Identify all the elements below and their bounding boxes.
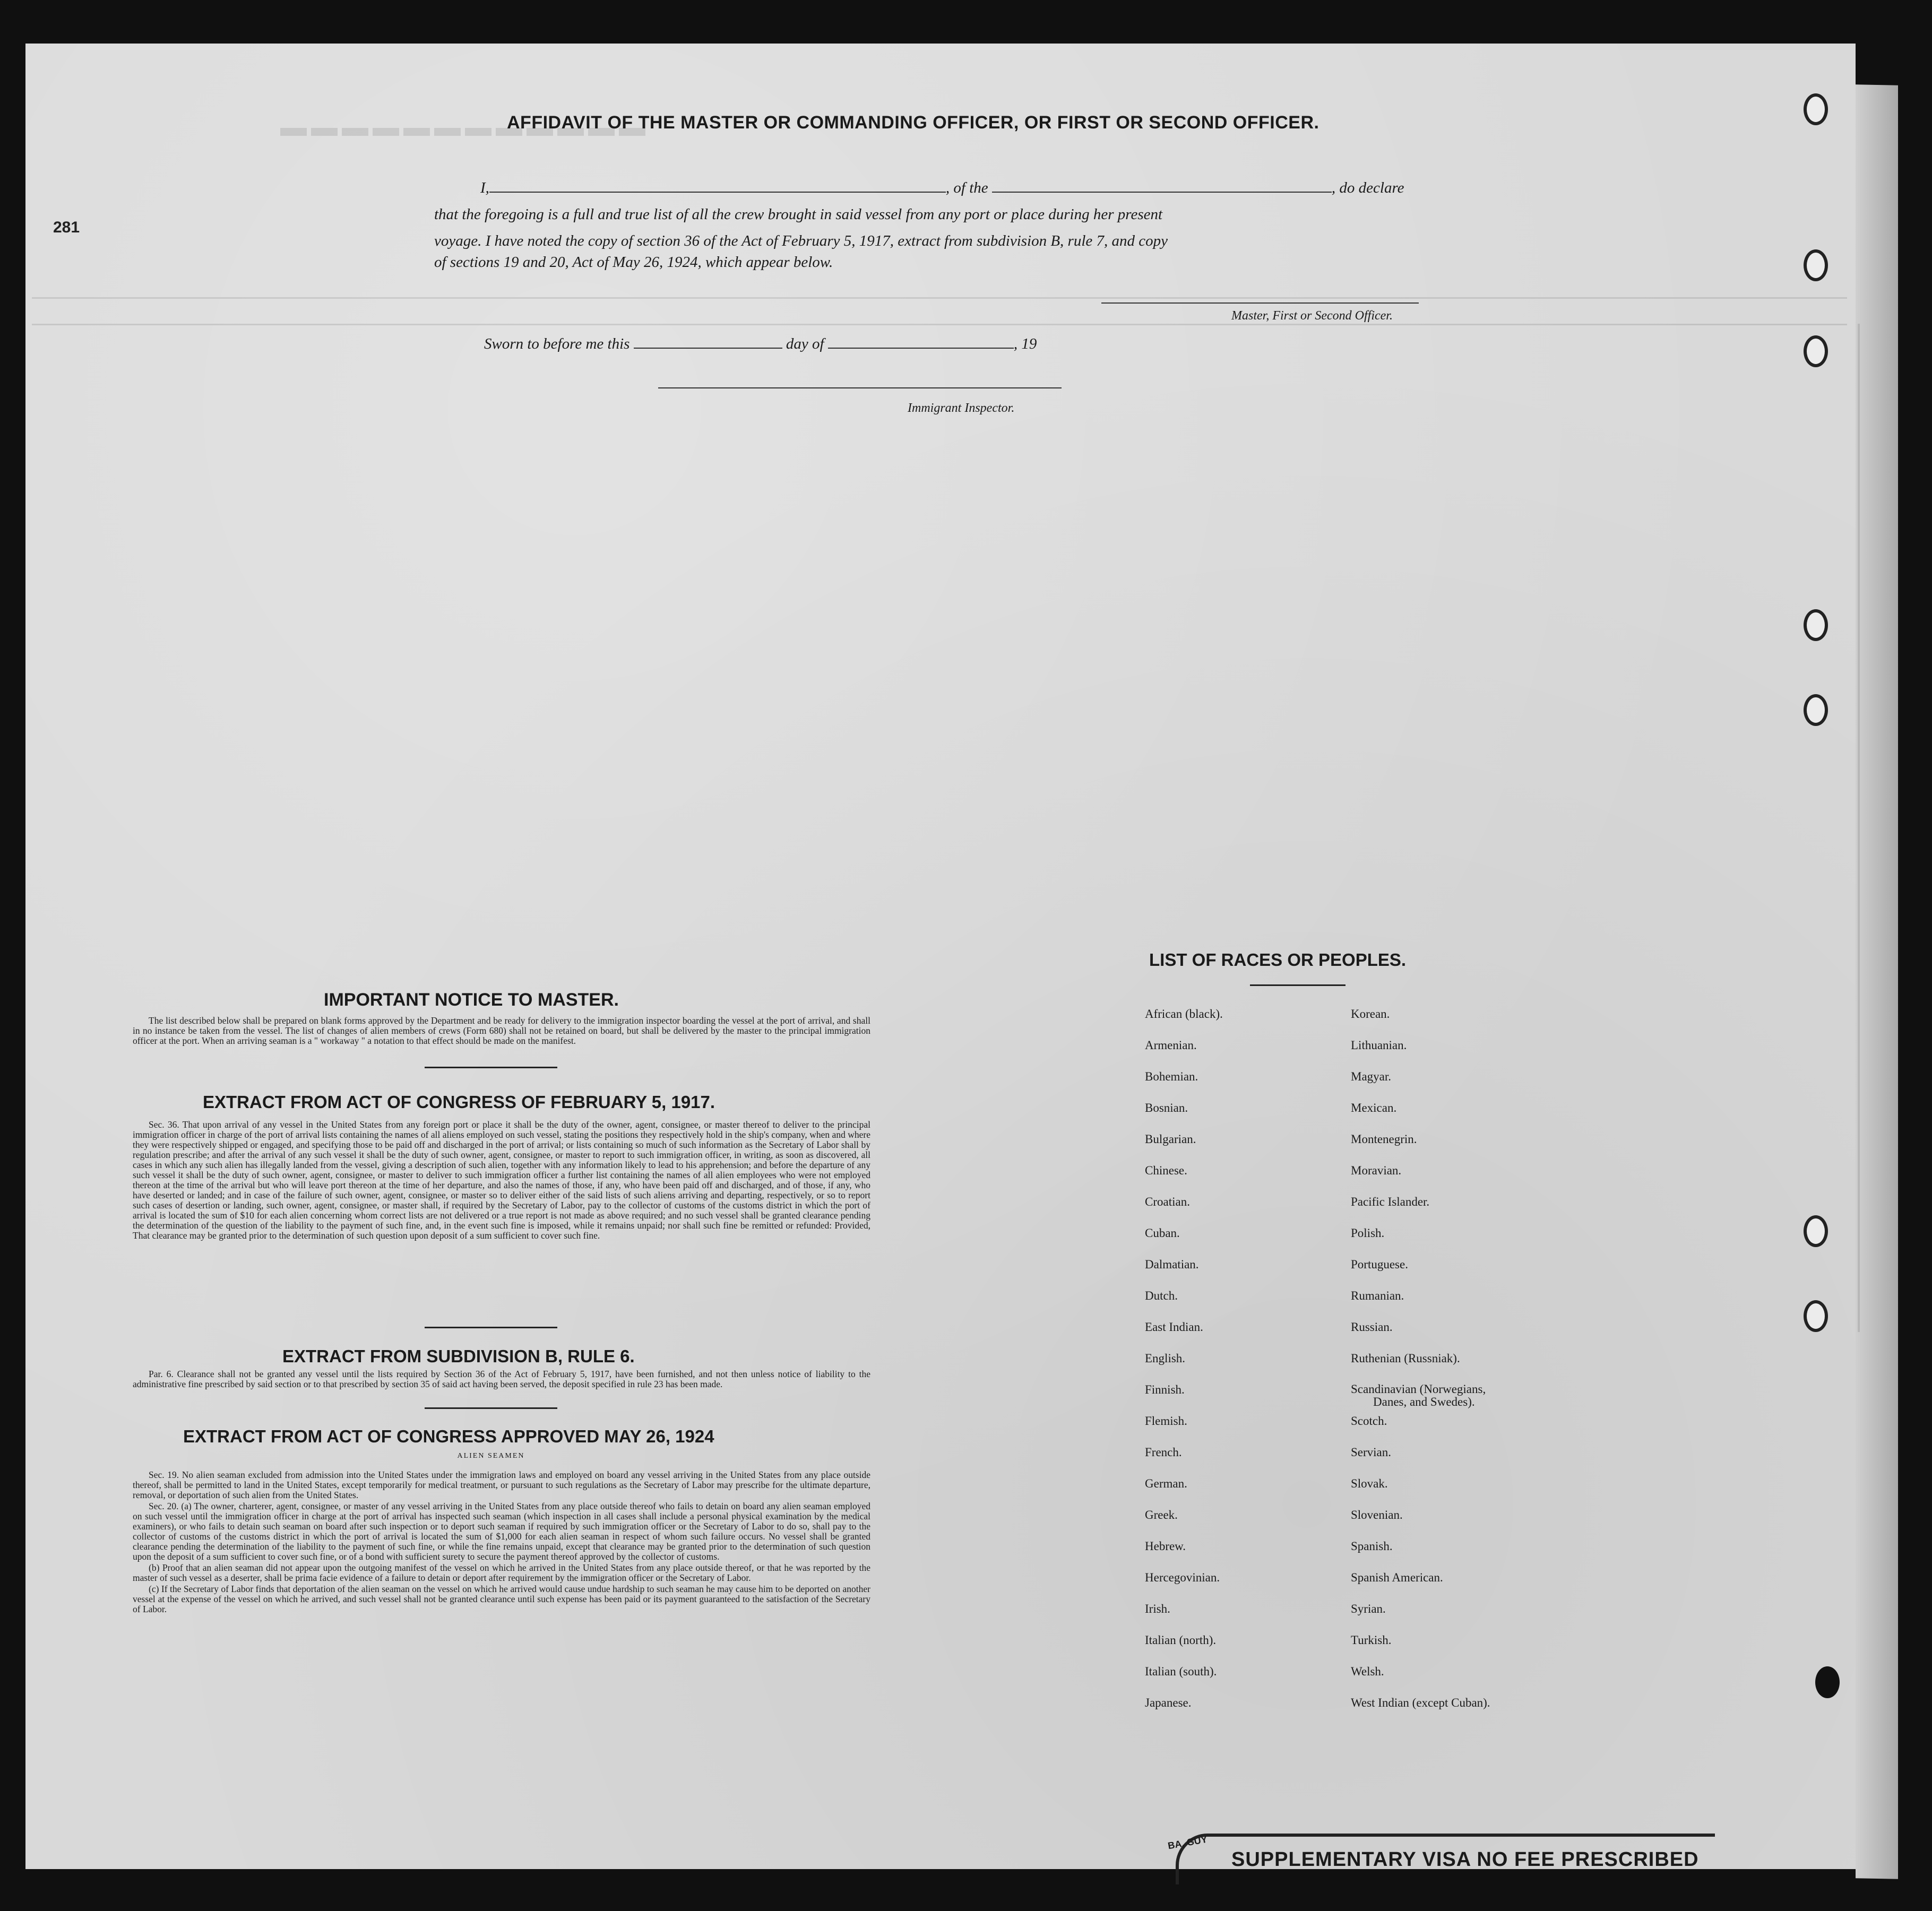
race-item: German. [1145, 1477, 1187, 1490]
race-item-line: Scandinavian (Norwegians, [1351, 1382, 1486, 1396]
race-item: Hercegovinian. [1145, 1571, 1220, 1584]
race-item: Finnish. [1145, 1383, 1185, 1396]
race-item: Italian (north). [1145, 1633, 1217, 1647]
races-column-2 [1351, 1007, 1490, 1727]
extract-1924-title: EXTRACT FROM ACT OF CONGRESS APPROVED MAY 26, 1924 [183, 1426, 714, 1446]
sworn-month-blank [828, 348, 1014, 349]
notice-paragraph: The list described below shall be prepared on blank forms approved by the Department and be ready for delivery to the immigration inspector boarding the vessel at the port of arrival, and shall in no instance be taken from the vessel. The list of changes of alien members of crews (Form 680) shall not be retained on board, but shall be delivered by the master to the principal immigration officer at the port. When an arriving seaman is a " workaway " a notation to that effect should be made on the manifest. [133, 1015, 870, 1046]
bleed-through-line [32, 324, 1847, 325]
sec20b-paragraph: (b) Proof that an alien seaman did not appear upon the outgoing manifest of the vessel on which he arrived in the United States from any place outside thereof, or that he was reported by the master of such vessel as a deserter, shall be prima facie evidence of a failure to detain or deport after requirement by the immigration officer or the Secretary of Labor. [133, 1562, 870, 1583]
affidavit-i-label: I, [480, 179, 489, 196]
bleed-through-heading: ▬▬▬▬▬▬▬▬▬▬▬▬ [276, 112, 645, 142]
year-label: , 19 [1013, 335, 1037, 352]
rule6-title: EXTRACT FROM SUBDIVISION B, RULE 6. [282, 1346, 635, 1366]
race-item: Armenian. [1145, 1039, 1197, 1052]
punch-hole [1804, 249, 1828, 281]
notice-text [133, 1016, 870, 1047]
race-item: French. [1145, 1446, 1182, 1459]
race-item: Scotch. [1351, 1414, 1387, 1428]
race-item: East Indian. [1145, 1320, 1203, 1334]
bleed-through-line [32, 297, 1847, 299]
vessel-blank [992, 192, 1332, 193]
master-signature-label: Master, First or Second Officer. [1231, 309, 1393, 323]
races-column-1 [1145, 1007, 1223, 1727]
affidavit-of-the-label: , of the [945, 179, 988, 196]
notice-title: IMPORTANT NOTICE TO MASTER. [324, 990, 619, 1010]
race-item: Turkish. [1351, 1633, 1392, 1647]
race-item: Russian. [1351, 1320, 1393, 1334]
race-item: Spanish. [1351, 1540, 1393, 1553]
extract-1917-text [133, 1120, 870, 1242]
race-item: Bosnian. [1145, 1101, 1188, 1114]
section-rule [425, 1407, 557, 1409]
race-item: Slovenian. [1351, 1508, 1403, 1521]
race-item: Spanish American. [1351, 1571, 1443, 1584]
race-item: Italian (south). [1145, 1665, 1217, 1678]
affidavit-line-3: voyage. I have noted the copy of section 36 of the Act of February 5, 1917, extract from subdivision B, rule 7, and copy [434, 232, 1168, 249]
race-item: Montenegrin. [1351, 1132, 1417, 1146]
race-item: Portuguese. [1351, 1258, 1408, 1271]
punch-hole [1804, 335, 1828, 367]
punch-hole [1804, 1300, 1828, 1332]
race-item: Chinese. [1145, 1164, 1187, 1177]
punch-hole [1804, 694, 1828, 726]
visa-stamp-text: SUPPLEMENTARY VISA NO FEE PRESCRIBED [1231, 1848, 1699, 1871]
section-rule [1250, 984, 1346, 986]
affidavit-line-4: of sections 19 and 20, Act of May 26, 1924, which appear below. [434, 254, 833, 271]
punch-hole [1815, 1666, 1840, 1698]
section-rule [425, 1327, 557, 1328]
race-item [1351, 1383, 1490, 1414]
margin-number: 281 [53, 219, 80, 236]
extract-1924-text [133, 1470, 870, 1615]
race-item: Croatian. [1145, 1195, 1190, 1208]
race-item: Bulgarian. [1145, 1132, 1196, 1146]
inspector-signature-label: Immigrant Inspector. [908, 401, 1015, 415]
extract-1917-title: EXTRACT FROM ACT OF CONGRESS OF FEBRUARY 5, 1917. [203, 1092, 715, 1112]
race-item: Korean. [1351, 1007, 1390, 1021]
race-item: Syrian. [1351, 1602, 1386, 1615]
punch-hole [1804, 93, 1828, 125]
race-item: Slovak. [1351, 1477, 1388, 1490]
race-item: Bohemian. [1145, 1070, 1198, 1083]
race-item: Moravian. [1351, 1164, 1402, 1177]
race-item: Pacific Islander. [1351, 1195, 1430, 1208]
sworn-day-blank [634, 348, 782, 349]
sec19-paragraph: Sec. 19. No alien seaman excluded from admission into the United States under the immigration laws and employed on board any vessel arriving in the United States from any place outside thereof, shall be permitted to land in the United States, except temporarily for medical treatment, or pursuant to such regulations as the Secretary of Labor may prescribe for the ultimate departure, removal, or deportation of such alien from the United States. [133, 1469, 870, 1500]
race-item: West Indian (except Cuban). [1351, 1696, 1490, 1709]
race-item: Japanese. [1145, 1696, 1192, 1709]
race-item: Flemish. [1145, 1414, 1187, 1428]
punch-hole [1804, 609, 1828, 641]
race-item: Lithuanian. [1351, 1039, 1407, 1052]
page-edge [1856, 84, 1898, 1879]
race-item: Greek. [1145, 1508, 1178, 1521]
rule6-text [133, 1369, 870, 1390]
race-item: Polish. [1351, 1226, 1385, 1240]
sworn-label: Sworn to before me this [484, 335, 630, 352]
sec20c-paragraph: (c) If the Secretary of Labor finds that deportation of the alien seaman on the vessel on which he arrived would cause undue hardship to such seaman he may cause him to be deported on another vessel at the expense of the vessel on which he arrived, and such vessel shall not be granted clearance until such expense has been paid or its payment guaranteed to the satisfaction of the Secretary of Labor. [133, 1584, 870, 1614]
alien-seamen-subtitle: ALIEN SEAMEN [457, 1452, 525, 1460]
bleed-through-line [1858, 324, 1860, 1332]
day-of-label: day of [786, 335, 824, 352]
race-item-continuation: Danes, and Swedes). [1373, 1395, 1475, 1408]
master-signature-line [1101, 302, 1419, 304]
race-item: English. [1145, 1352, 1186, 1365]
race-item: Servian. [1351, 1446, 1392, 1459]
sec20a-paragraph: Sec. 20. (a) The owner, charterer, agent, consignee, or master of any vessel arriving in the United States from any place outside thereof who fails to detain on board any alien seaman employed on such vessel until the immigration officer in charge at the port of arrival has inspected such seaman (which inspection in all cases shall include a personal physical examination by the medical examiners), or who fails to detain such seaman on board after such inspection or to deport such seaman if required by such immigration officer or the Secretary of Labor to do so, shall pay to the collector of customs of the customs district in which the port of arrival is located the sum of $1,000 for each alien seaman in respect of whom such failure occurs. No vessel shall be granted clearance pending the determination of the liability to the payment of such fine, or while the fine remains unpaid, except that clearance may be granted prior to the determination of such question upon the deposit of a sum sufficient to cover such fine, or of a bond with sufficient surety to secure the payment thereof approved by the collector of customs. [133, 1501, 870, 1562]
race-item: Welsh. [1351, 1665, 1384, 1678]
race-item: Ruthenian (Russniak). [1351, 1352, 1460, 1365]
races-title: LIST OF RACES OR PEOPLES. [1149, 950, 1407, 970]
affidavit-declaration-line [480, 179, 1404, 197]
race-item: Cuban. [1145, 1226, 1180, 1240]
race-item: Dutch. [1145, 1289, 1178, 1302]
race-item: Mexican. [1351, 1101, 1397, 1114]
race-item: Dalmatian. [1145, 1258, 1199, 1271]
race-item: Irish. [1145, 1602, 1170, 1615]
punch-hole [1804, 1215, 1828, 1247]
name-blank [489, 192, 946, 193]
sec36-paragraph: Sec. 36. That upon arrival of any vessel in the United States from any foreign port or place it shall be the duty of the owner, agent, consignee, or master thereof to deliver to the principal immigration officer in charge of the port of arrival lists containing the names of all aliens employed on such vessel, stating the positions they respectively hold in the ship's company, when and where they were respectively shipped or engaged, and specifying those to be paid off and discharged in the port of arrival; or lists containing so much of such information as the Secretary of Labor shall by regulation prescribe; and after the arrival of any such vessel it shall be the duty of such owner, agent, consignee, or master to report to such immigration officer, in writing, as soon as discovered, all cases in which any such alien has illegally landed from the vessel, giving a description of such alien, together with any information likely to lead to his apprehension; and before the departure of any such vessel it shall be the duty of such owner, agent, consignee, or master to deliver to such immigration officer a further list containing the names of all alien employees who were not employed thereon at the time of the arrival but who will leave port thereon at the time of her departure, and also the names of those, if any, who have been paid off and discharged, and of those, if any, who have deserted or landed; and in case of the failure of such owner, agent, consignee, or master so to deliver either of the said lists of such aliens arriving and departing, respectively, or so to report such cases of desertion or landing, such owner, agent, consignee, or master shall, if required by the Secretary of Labor, pay to the collector of customs of the customs district in which the port of arrival is located the sum of $10 for each alien concerning whom correct lists are not delivered or a true report is not made as above required; and no such vessel shall be granted clearance pending the determination of the question of the liability to the payment of such fine, and, in the event such fine is imposed, while it remains unpaid; nor shall such fine be remitted or refunded: Provided, That clearance may be granted prior to the determination of such question upon deposit of a sum sufficient to cover such fine. [133, 1119, 870, 1241]
race-item: African (black). [1145, 1007, 1223, 1021]
section-rule [425, 1067, 557, 1068]
sworn-line [484, 335, 1037, 353]
affidavit-declare-label: , do declare [1331, 179, 1404, 196]
race-item: Rumanian. [1351, 1289, 1404, 1302]
rule6-paragraph: Par. 6. Clearance shall not be granted any vessel until the lists required by Section 36 of the Act of February 5, 1917, have been furnished, and not then unless notice of liability to the administrative fine prescribed by said section or to that prescribed by section 35 of said act having been served, the deposit specified in rule 23 has been made. [133, 1369, 870, 1389]
affidavit-title: AFFIDAVIT OF THE MASTER OR COMMANDING OFFICER, OR FIRST OR SECOND OFFICER. [507, 113, 1319, 133]
race-item: Hebrew. [1145, 1540, 1186, 1553]
stamp-seal: BA, GUY [1167, 1834, 1209, 1852]
affidavit-line-2: that the foregoing is a full and true list of all the crew brought in said vessel from any port or place during her present [434, 206, 1163, 223]
inspector-signature-line [658, 387, 1062, 388]
race-item: Magyar. [1351, 1070, 1392, 1083]
